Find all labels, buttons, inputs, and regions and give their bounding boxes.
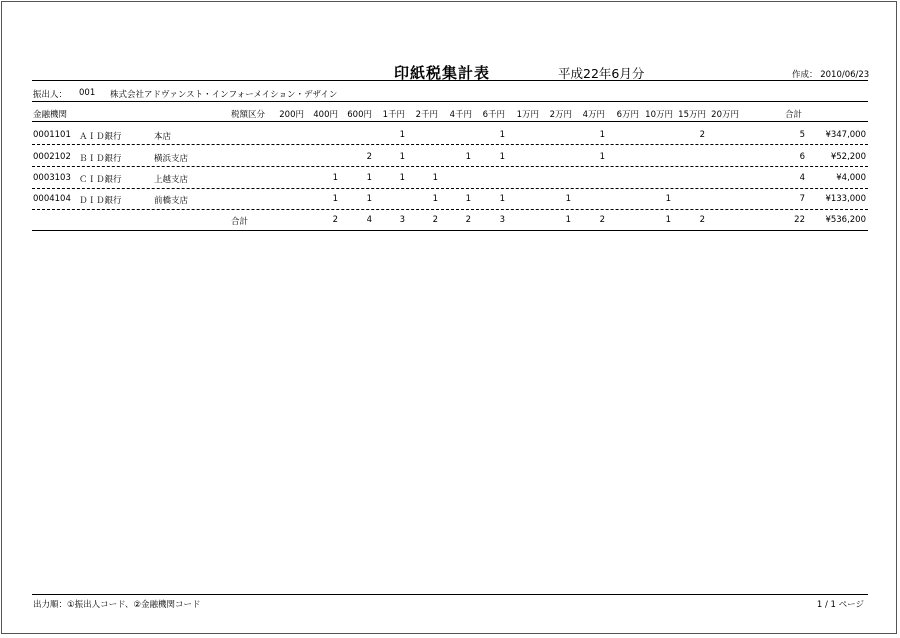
report-period: 平成22年6月分 [558, 66, 645, 81]
count-cell: 1 [499, 152, 505, 162]
column-header-8: 2万円 [549, 110, 572, 120]
count-cell: 1 [399, 152, 405, 162]
count-cell: 1 [565, 194, 571, 204]
bank-code: 0004104 [33, 194, 71, 204]
count-cell: 1 [432, 194, 438, 204]
column-header-10: 6万円 [616, 110, 639, 120]
table-bottom-rule [32, 230, 868, 231]
bank-name: ＢＩＤ銀行 [79, 154, 122, 164]
row-total-count: 7 [799, 194, 805, 204]
sum-count-cell: 2 [699, 215, 705, 225]
count-cell: 1 [665, 194, 671, 204]
sum-total-amount: ¥536,200 [825, 215, 866, 225]
count-cell: 1 [399, 173, 405, 183]
count-cell: 1 [499, 194, 505, 204]
column-header-11: 10万円 [645, 110, 673, 120]
column-header-9: 4万円 [582, 110, 605, 120]
row-divider [32, 188, 868, 189]
column-header-1: 400円 [313, 110, 338, 120]
column-header-4: 2千円 [415, 110, 438, 120]
row-total-amount: ¥52,200 [830, 152, 866, 162]
column-header-12: 15万円 [678, 110, 706, 120]
column-header-3: 1千円 [382, 110, 405, 120]
row-divider [32, 144, 868, 145]
column-header-2: 600円 [347, 110, 372, 120]
header-bank: 金融機関 [33, 110, 68, 120]
count-cell: 1 [366, 194, 372, 204]
row-divider [32, 166, 868, 167]
count-cell: 1 [332, 194, 338, 204]
footer-rule [32, 594, 868, 595]
header-total: 合計 [784, 110, 802, 120]
count-cell: 1 [432, 173, 438, 183]
header-bottom-rule [32, 121, 868, 122]
sum-total-count: 22 [794, 215, 805, 225]
sum-count-cell: 3 [499, 215, 505, 225]
sum-count-cell: 1 [665, 215, 671, 225]
row-total-count: 5 [799, 130, 805, 140]
sum-count-cell: 1 [565, 215, 571, 225]
sum-count-cell: 3 [399, 215, 405, 225]
row-total-amount: ¥4,000 [836, 173, 866, 183]
bank-code: 0001101 [33, 130, 71, 140]
count-cell: 1 [599, 152, 605, 162]
created-date [792, 68, 869, 80]
created-date-value: 2010/06/23 [820, 70, 870, 80]
count-cell: 1 [399, 130, 405, 140]
output-order: 出力順：①振出人コード、②金融機関コード [33, 600, 201, 610]
branch-name: 前橋支店 [154, 196, 189, 206]
sum-label: 合計 [231, 217, 249, 227]
header-tax-category: 税額区分 [231, 110, 266, 120]
issuer-code: 001 [79, 88, 96, 98]
column-header-0: 200円 [279, 110, 304, 120]
count-cell: 2 [366, 152, 372, 162]
count-cell: 1 [332, 173, 338, 183]
row-total-count: 4 [799, 173, 805, 183]
count-cell: 1 [366, 173, 372, 183]
count-cell: 1 [599, 130, 605, 140]
sum-count-cell: 2 [599, 215, 605, 225]
created-label: 作成： [792, 70, 818, 80]
sum-count-cell: 4 [366, 215, 372, 225]
row-divider [32, 209, 868, 210]
count-cell: 2 [699, 130, 705, 140]
count-cell: 1 [465, 194, 471, 204]
bank-name: ＣＩＤ銀行 [79, 175, 122, 185]
count-cell: 1 [499, 130, 505, 140]
column-header-13: 20万円 [711, 110, 739, 120]
table-top-rule [32, 101, 868, 102]
column-header-6: 6千円 [482, 110, 505, 120]
report-title: 印紙税集計表 [394, 64, 491, 82]
row-total-amount: ¥347,000 [825, 130, 866, 140]
bank-name: ＤＩＤ銀行 [79, 196, 122, 206]
bank-code: 0003103 [33, 173, 71, 183]
issuer-name: 株式会社アドヴァンスト・インフォーメイション・デザイン [110, 90, 338, 100]
bank-name: ＡＩＤ銀行 [79, 132, 122, 142]
header-rule [32, 80, 868, 81]
issuer-label: 振出人： [33, 90, 68, 100]
row-total-count: 6 [799, 152, 805, 162]
branch-name: 上越支店 [154, 175, 189, 185]
sum-count-cell: 2 [332, 215, 338, 225]
branch-name: 横浜支店 [154, 154, 189, 164]
sum-count-cell: 2 [465, 215, 471, 225]
row-total-amount: ¥133,000 [825, 194, 866, 204]
column-header-7: 1万円 [516, 110, 539, 120]
branch-name: 本店 [154, 132, 172, 142]
page-number: 1 / 1 ページ [816, 600, 864, 610]
count-cell: 1 [465, 152, 471, 162]
bank-code: 0002102 [33, 152, 71, 162]
column-header-5: 4千円 [449, 110, 472, 120]
sum-count-cell: 2 [432, 215, 438, 225]
report-page [1, 1, 897, 634]
